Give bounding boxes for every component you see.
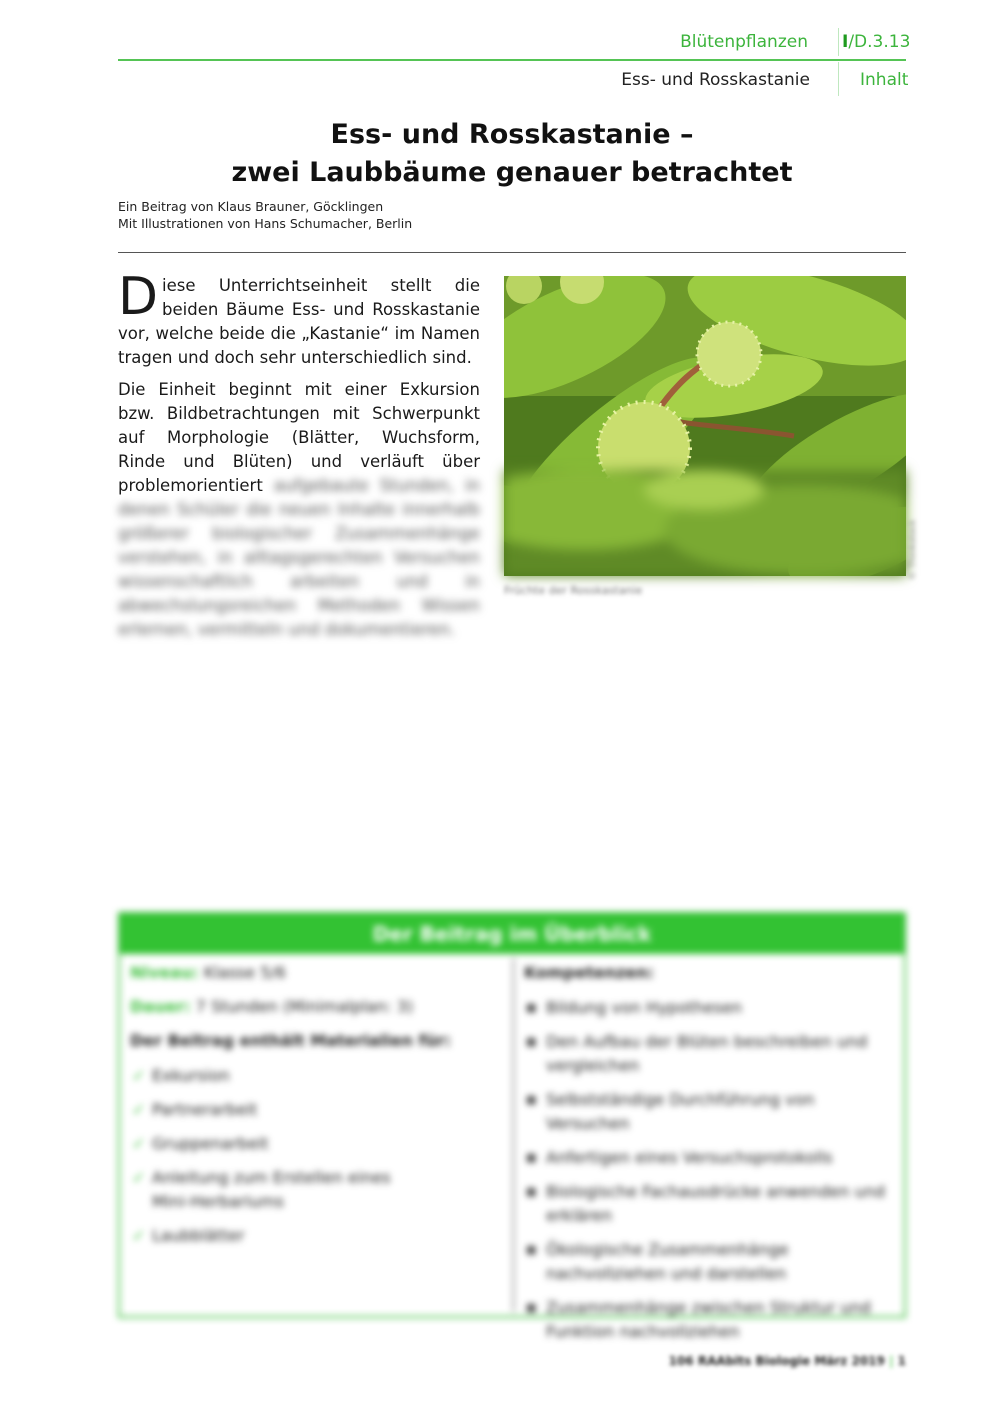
competences-item: ■ Anfertigen eines Versuchsprotokolls: [524, 1146, 898, 1170]
photo-caption: Früchte der Rosskastanie: [504, 584, 643, 597]
page-title-line1: Ess- und Rosskastanie –: [330, 119, 694, 150]
materials-item: ✓ Gruppenarbeit: [130, 1132, 505, 1156]
overview-competences-label: Kompetenzen:: [524, 963, 654, 982]
header-code-rest: /D.3.13: [848, 32, 911, 52]
byline-illustrations: Mit Illustrationen von Hans Schumacher, Berlin: [118, 216, 413, 231]
overview-duration: [130, 996, 505, 1018]
overview-level-label: Niveau:: [130, 963, 199, 982]
competences-item: ■ Den Aufbau der Blüten beschreiben und vergleichen: [524, 1030, 898, 1078]
page-title: [118, 116, 906, 192]
overview-duration-label: Dauer:: [130, 997, 191, 1016]
overview-materials-label: Der Beitrag enthält Materialien für:: [130, 1031, 452, 1050]
overview-column-divider: [512, 958, 515, 1312]
overview-right-column: [524, 958, 898, 1341]
overview-box: [118, 912, 906, 1341]
dropcap: D: [118, 267, 159, 327]
overview-duration-value: 7 Stunden (Minimalplan: 3): [195, 997, 414, 1016]
intro-text: [118, 267, 481, 650]
overview-left-column: [130, 958, 505, 1310]
intro-paragraph-2-blurred: aufgebaute Stunden, in denen Schüler die neuen Inhalte innerhalb größerer biologischer Zusammenhänge verstehen, in alltagsgerechten Versuchen wissenschaftlich arbeiten und in abwechslungsreichen Methoden Wissen erlernen, vermitteln und dokumentieren.: [118, 476, 481, 639]
chestnut-photo-blurred-part: [504, 470, 906, 576]
footer-page-number: 1: [897, 1354, 906, 1368]
page-footer: [640, 1354, 906, 1368]
materials-item: ✓ Partnerarbeit: [130, 1098, 505, 1122]
intro-paragraph-2: [118, 378, 480, 642]
materials-list: [130, 1064, 505, 1248]
header-code-prefix: I: [842, 32, 849, 52]
intro-paragraph-1-text: iese Unterrichtseinheit stellt die beiden Bäume Ess- und Rosskastanie vor, welche beide die „Kastanie“ im Namen tragen und doch sehr unterschiedlich sind.: [118, 276, 480, 367]
footer-text: 106 RAAbits Biologie März 2019: [668, 1354, 885, 1368]
page-title-line2: zwei Laubbäume genauer betrachtet: [231, 157, 793, 188]
overview-level-value: Klasse 5/6: [203, 963, 286, 982]
materials-item: ✓ Laubblätter: [130, 1224, 505, 1248]
intro-paragraph-2-visible: Die Einheit beginnt mit einer Exkursion bzw. Bildbetrachtungen mit Schwerpunkt auf Morphologie (Blätter, Wuchsform, Rinde und Blüten) und verläuft über problemorientiert: [118, 380, 480, 495]
materials-item: ✓ Exkursion: [130, 1064, 505, 1088]
header-section: Inhalt: [860, 70, 909, 90]
header-category: Blütenpflanzen: [680, 32, 808, 52]
header-topic: Ess- und Rosskastanie: [621, 70, 810, 90]
header-code: [842, 32, 910, 52]
chestnut-image-lower: [504, 470, 906, 576]
photo-credit: [908, 440, 918, 580]
competences-item: ■ Bildung von Hypothesen: [524, 996, 898, 1020]
byline-author: Ein Beitrag von Klaus Brauner, Göcklingen: [118, 199, 384, 214]
competences-item: ■ Ökologische Zusammenhänge nachvollziehen und darstellen: [524, 1238, 898, 1286]
header-divider-lower: [838, 62, 839, 96]
competences-item: ■ Selbstständige Durchführung von Versuchen: [524, 1088, 898, 1136]
byline: [118, 198, 412, 232]
competences-item: ■ Zusammenhänge zwischen Struktur und Funktion nachvollziehen: [524, 1296, 898, 1344]
overview-level: [130, 962, 505, 984]
materials-item: ✓ Anleitung zum Erstellen eines Mini-Herbariums: [130, 1166, 505, 1214]
footer-separator: |: [889, 1354, 894, 1368]
competences-list: [524, 996, 898, 1344]
header-rule: [118, 59, 906, 61]
photo-credit-text: © Thinkstock: [908, 519, 918, 580]
title-rule: [118, 252, 906, 253]
competences-item: ■ Biologische Fachausdrücke anwenden und erklären: [524, 1180, 898, 1228]
header-divider: [838, 28, 839, 56]
intro-paragraph-1: [118, 267, 480, 370]
overview-box-title: Der Beitrag im Überblick: [120, 914, 904, 954]
